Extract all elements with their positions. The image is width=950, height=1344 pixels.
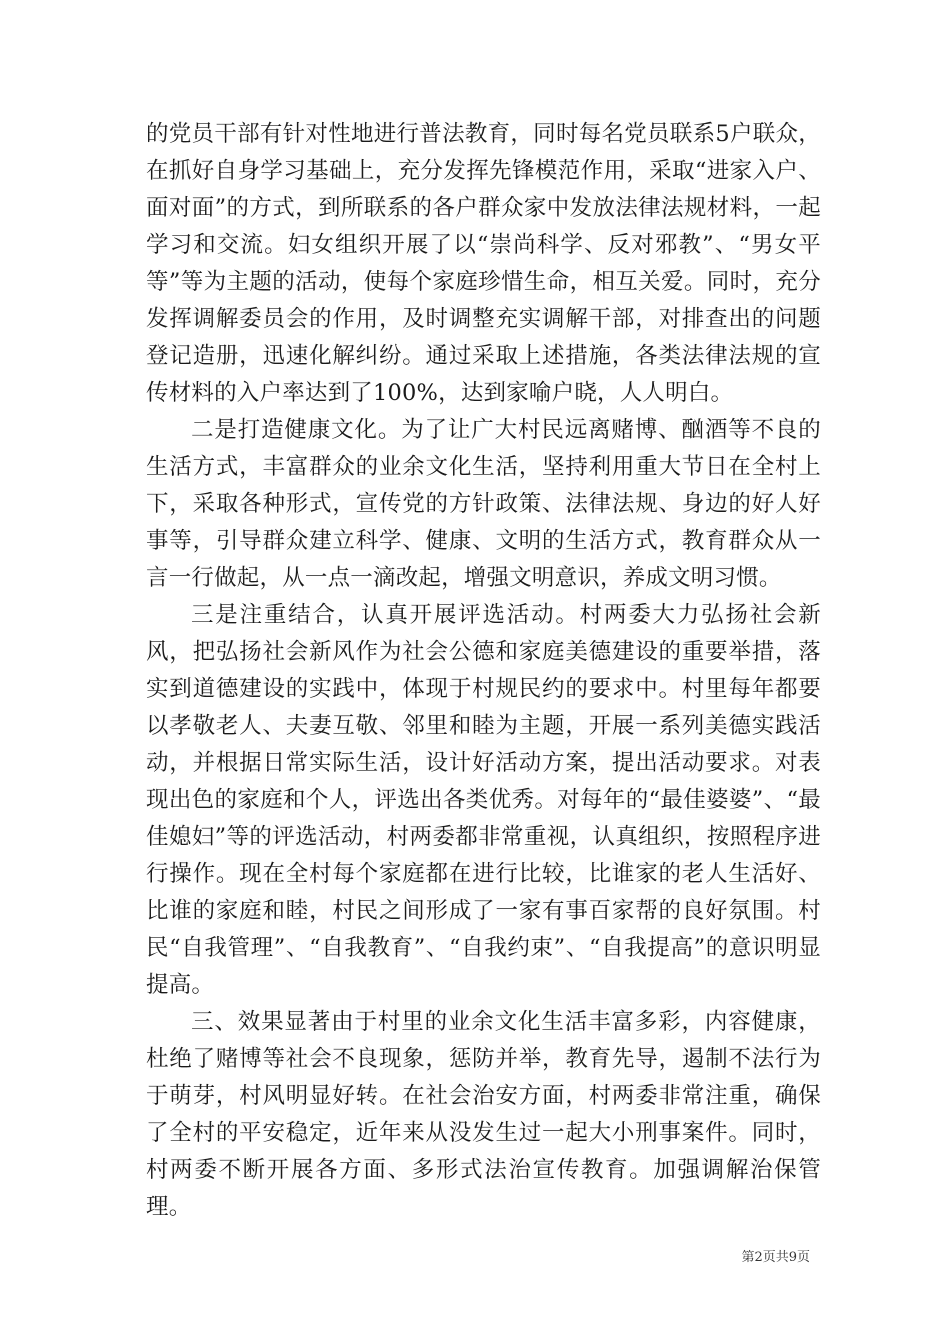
- paragraph-3: 三是注重结合，认真开展评选活动。村两委大力弘扬社会新风，把弘扬社会新风作为社会公德和家庭美德建设的重要举措，落实到道德建设的实践中，体现于村规民约的要求中。村里每年都要以孝敬老人、夫妻互敬、邻里和睦为主题，开展一系列美德实践活动，并根据日常实际生活，设计好活动方案，提出活动要求。对表现出色的家庭和个人，评选出各类优秀。对每年的“最佳婆婆”、“最佳媳妇”等的评选活动，村两委都非常重视，认真组织，按照程序进行操作。现在全村每个家庭都在进行比较，比谁家的老人生活好、比谁的家庭和睦，村民之间形成了一家有事百家帮的良好氛围。村民“自我管理”、“自我教育”、“自我约束”、“自我提高”的意识明显提高。: [146, 602, 821, 998]
- paragraph-2: 二是打造健康文化。为了让广大村民远离赌博、酗酒等不良的生活方式，丰富群众的业余文化生活，坚持利用重大节日在全村上下，采取各种形式，宣传党的方针政策、法律法规、身边的好人好事等，引导群众建立科学、健康、文明的生活方式，教育群众从一言一行做起，从一点一滴改起，增强文明意识，养成文明习惯。: [146, 417, 821, 591]
- document-body: [146, 116, 821, 1226]
- paragraph-1: 的党员干部有针对性地进行普法教育，同时每名党员联系5户联众，在抓好自身学习基础上，充分发挥先锋模范作用，采取“进家入户、面对面”的方式，到所联系的各户群众家中发放法律法规材料，一起学习和交流。妇女组织开展了以“崇尚科学、反对邪教”、“男女平等”等为主题的活动，使每个家庭珍惜生命，相互关爱。同时，充分发挥调解委员会的作用，及时调整充实调解干部，对排查出的问题登记造册，迅速化解纠纷。通过采取上述措施，各类法律法规的宣传材料的入户率达到了100%，达到家喻户晓，人人明白。: [146, 121, 821, 406]
- page-number-footer: 第2页共9页: [741, 1250, 810, 1265]
- paragraph-4: 三、效果显著由于村里的业余文化生活丰富多彩，内容健康，杜绝了赌博等社会不良现象，惩防并举，教育先导，遏制不法行为于萌芽，村风明显好转。在社会治安方面，村两委非常注重，确保了全村的平安稳定，近年来从没发生过一起大小刑事案件。同时，村两委不断开展各方面、多形式法治宣传教育。加强调解治保管理。: [146, 1009, 821, 1220]
